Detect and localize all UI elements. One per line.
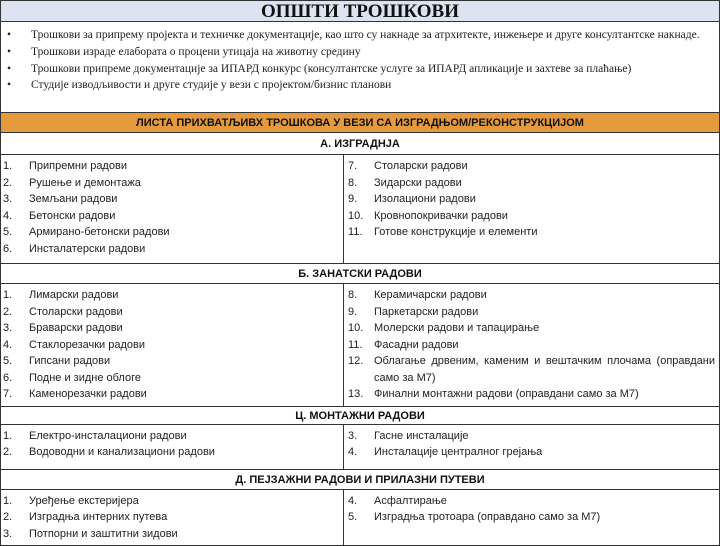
item-text: Електро-инсталациони радови <box>29 428 343 445</box>
item-number: 3. <box>1 320 29 337</box>
item-number: 3. <box>1 526 29 543</box>
list-item <box>344 224 719 241</box>
list-item <box>344 444 719 461</box>
section-body <box>0 155 720 264</box>
item-text: Гипсани радови <box>29 353 343 370</box>
item-text: Готове конструкције и елементи <box>374 224 719 241</box>
item-number: 5. <box>1 353 29 370</box>
section-header: Ц. МОНТАЖНИ РАДОВИ <box>0 407 720 425</box>
list-item <box>1 444 343 461</box>
right-column <box>344 490 719 546</box>
section-header: Д. ПЕЈЗАЖНИ РАДОВИ И ПРИЛАЗНИ ПУТЕВИ <box>0 470 720 490</box>
item-text: Каменорезачки радови <box>29 386 343 403</box>
item-number: 3. <box>344 428 374 445</box>
item-number: 9. <box>344 191 374 208</box>
item-number: 6. <box>1 241 29 258</box>
bullet-icon: • <box>1 61 31 78</box>
list-item <box>1 224 343 241</box>
item-text: Кровнопокривачки радови <box>374 208 719 225</box>
item-text: Водоводни и канализациони радови <box>29 444 343 461</box>
item-number: 6. <box>1 370 29 387</box>
item-number: 3. <box>1 191 29 208</box>
item-text: Изградња интерних путева <box>29 509 343 526</box>
list-item <box>344 287 719 304</box>
item-text: Керамичарски радови <box>374 287 719 304</box>
item-number: 7. <box>1 386 29 403</box>
list-item <box>344 428 719 445</box>
item-number: 2. <box>1 304 29 321</box>
item-text: Инсталације централног грејања <box>374 444 719 461</box>
item-text: Припремни радови <box>29 158 343 175</box>
list-item <box>1 509 343 526</box>
left-column <box>1 425 344 469</box>
list-item <box>1 353 343 370</box>
item-text: Браварски радови <box>29 320 343 337</box>
right-column <box>344 425 719 469</box>
page-title: ОПШТИ ТРОШКОВИ <box>0 0 720 22</box>
list-item <box>1 493 343 510</box>
bullet-text: Трошкови израде елабората о процени утицаја на животну средину <box>31 44 719 61</box>
list-item <box>344 191 719 208</box>
list-item <box>1 241 343 258</box>
section-body <box>0 284 720 407</box>
item-number: 2. <box>1 509 29 526</box>
list-item <box>344 493 719 510</box>
item-number: 2. <box>1 175 29 192</box>
left-column <box>1 284 344 406</box>
bullet-item <box>1 77 719 94</box>
bullet-icon: • <box>1 77 31 94</box>
list-item <box>344 175 719 192</box>
list-item <box>1 428 343 445</box>
list-item <box>1 191 343 208</box>
item-number: 4. <box>344 493 374 510</box>
item-number: 4. <box>344 444 374 461</box>
list-item <box>1 320 343 337</box>
bullet-item <box>1 61 719 78</box>
item-text: Стаклорезачки радови <box>29 337 343 354</box>
item-number: 5. <box>1 224 29 241</box>
section-body <box>0 425 720 470</box>
right-column <box>344 155 719 263</box>
item-number: 4. <box>1 208 29 225</box>
item-text: Паркетарски радови <box>374 304 719 321</box>
item-number: 12. <box>344 353 374 386</box>
list-item <box>344 353 719 386</box>
item-text: Лимарски радови <box>29 287 343 304</box>
item-text: Облагање дрвеним, каменим и вештачким плочама (оправдани само за М7) <box>374 353 719 386</box>
item-number: 4. <box>1 337 29 354</box>
list-item <box>1 386 343 403</box>
item-text: Столарски радови <box>29 304 343 321</box>
right-column <box>344 284 719 406</box>
item-number: 13. <box>344 386 374 403</box>
list-item <box>344 208 719 225</box>
item-text: Изолациони радови <box>374 191 719 208</box>
section-header: Б. ЗАНАТСКИ РАДОВИ <box>0 264 720 284</box>
list-item <box>1 337 343 354</box>
item-number: 5. <box>344 509 374 526</box>
list-item <box>344 158 719 175</box>
section-body <box>0 490 720 546</box>
bullet-text: Трошкови за припрему пројекта и техничке документације, као што су накнаде за атрхитекте, инжењере и друге консултантске накнаде. <box>31 27 719 44</box>
item-number: 8. <box>344 287 374 304</box>
left-column <box>1 490 344 546</box>
bullet-item <box>1 44 719 61</box>
item-number: 9. <box>344 304 374 321</box>
item-text: Потпорни и заштитни зидови <box>29 526 343 543</box>
bullet-icon: • <box>1 44 31 61</box>
bullet-item <box>1 27 719 44</box>
item-text: Изградња тротоара (оправдано само за М7) <box>374 509 719 526</box>
item-text: Фасадни радови <box>374 337 719 354</box>
bullet-icon: • <box>1 27 31 44</box>
bullet-text: Трошкови припреме документације за ИПАРД конкурс (консултантске услуге за ИПАРД апликације и захтеве за плаћање) <box>31 61 719 78</box>
eligible-costs-header: ЛИСТА ПРИХВАТЉИВХ ТРОШКОВА У ВЕЗИ СА ИЗГРАДЊОМ/РЕКОНСТРУКЦИЈОМ <box>0 112 720 133</box>
section-header: А. ИЗГРАДНЈА <box>0 133 720 155</box>
list-item <box>344 386 719 403</box>
item-text: Молерски радови и тапацирање <box>374 320 719 337</box>
item-text: Асфалтирање <box>374 493 719 510</box>
item-number: 1. <box>1 158 29 175</box>
item-text: Гасне инсталације <box>374 428 719 445</box>
sections <box>0 133 720 546</box>
list-item <box>1 370 343 387</box>
left-column <box>1 155 344 263</box>
list-item <box>344 304 719 321</box>
item-text: Земљани радови <box>29 191 343 208</box>
item-text: Зидарски радови <box>374 175 719 192</box>
list-item <box>1 175 343 192</box>
list-item <box>344 320 719 337</box>
item-text: Бетонски радови <box>29 208 343 225</box>
item-number: 11. <box>344 224 374 241</box>
item-text: Подне и зидне облоге <box>29 370 343 387</box>
list-item <box>1 304 343 321</box>
item-number: 1. <box>1 287 29 304</box>
item-number: 11. <box>344 337 374 354</box>
list-item <box>1 158 343 175</box>
item-number: 2. <box>1 444 29 461</box>
item-number: 8. <box>344 175 374 192</box>
item-number: 7. <box>344 158 374 175</box>
item-number: 1. <box>1 428 29 445</box>
item-text: Инсталатерски радови <box>29 241 343 258</box>
item-number: 1. <box>1 493 29 510</box>
list-item <box>344 337 719 354</box>
list-item <box>1 208 343 225</box>
item-text: Финални монтажни радови (оправдани само за М7) <box>374 386 719 403</box>
item-text: Рушење и демонтажа <box>29 175 343 192</box>
item-text: Столарски радови <box>374 158 719 175</box>
list-item <box>1 287 343 304</box>
list-item <box>344 509 719 526</box>
item-number: 10. <box>344 208 374 225</box>
item-text: Армирано-бетонски радови <box>29 224 343 241</box>
item-text: Уређење екстеријера <box>29 493 343 510</box>
general-costs-list <box>0 22 720 112</box>
item-number: 10. <box>344 320 374 337</box>
bullet-text: Студије изводљивости и друге студије у вези с пројектом/бизнис планови <box>31 77 719 94</box>
